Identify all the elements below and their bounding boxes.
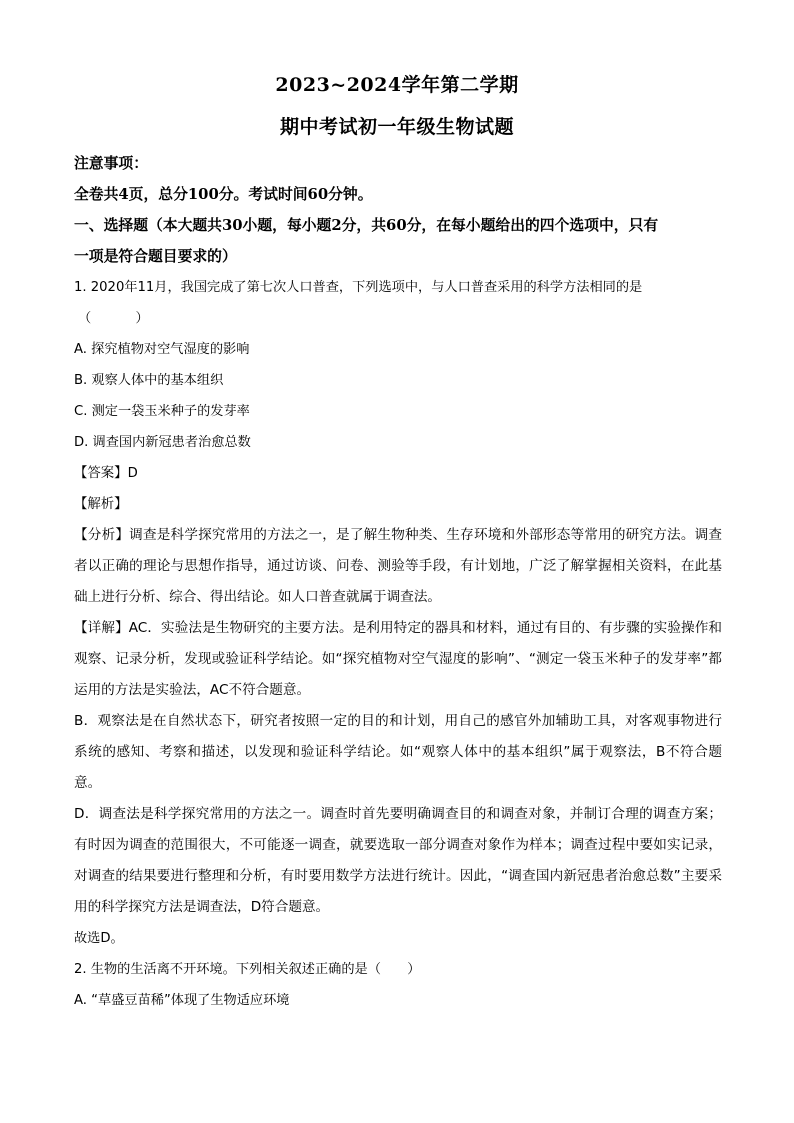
fenxi-label: 【分析】 — [74, 527, 130, 543]
answer-label: 【答案】 — [74, 466, 128, 481]
answer-value: D — [127, 466, 138, 481]
q1-option-c: C. 测定一袋玉米种子的发芽率 — [74, 404, 250, 419]
q1-option-a: A. 探究植物对空气湿度的影响 — [74, 342, 250, 357]
q1-blank: （ ） — [78, 311, 155, 326]
q1-conclusion: 故选D。 — [74, 931, 124, 946]
xiangjie-label: 【详解】 — [74, 620, 129, 636]
exam-content — [74, 148, 722, 1016]
xiangjie-text: AC．实验法是生物研究的主要方法。是利用特定的器具和材料，通过有目的、有步骤的实验操作和观察、记录分析，发现或验证科学结论。如“探究植物对空气湿度的影响”、“测定一袋玉米种子的发芽率”都运用的方法是实验法，AC不符合题意。 — [74, 620, 722, 698]
q1-fenxi — [74, 520, 722, 613]
q2-option-a: A. “草盛豆苗稀”体现了生物适应环境 — [74, 993, 290, 1008]
q1-option-d: D. 调查国内新冠患者治愈总数 — [74, 435, 251, 450]
exam-title-line2: 期中考试初一年级生物试题 — [279, 116, 514, 138]
q1-option-b-explanation: B．观察法是在自然状态下，研究者按照一定的目的和计划，用自己的感官外加辅助工具，对客观事物进行系统的感知、考察和描述，以发现和验证科学结论。如“观察人体中的基本组织”属于观察法，B不符合题意。 — [74, 713, 722, 791]
analysis-label: 【解析】 — [74, 497, 128, 512]
notice-text: 全卷共4页，总分100分。考试时间60分钟。 — [74, 186, 373, 203]
q2-stem: 2. 生物的生活离不开环境。下列相关叙述正确的是（ ） — [74, 962, 421, 977]
section1-heading-line2: 一项是符合题目要求的） — [74, 248, 237, 265]
q1-option-b: B. 观察人体中的基本组织 — [74, 373, 224, 388]
fenxi-text: 调查是科学探究常用的方法之一，是了解生物种类、生存环境和外部形态等常用的研究方法。调查者以正确的理论与思想作指导，通过访谈、问卷、测验等手段，有计划地，广泛了解掌握相关资料，在此基础上进行分析、综合、得出结论。如人口普查就属于调查法。 — [74, 527, 723, 605]
q1-answer — [74, 458, 722, 489]
q1-xiangjie — [74, 613, 722, 706]
exam-title-line1: 2023~2024学年第二学期 — [275, 74, 519, 96]
q1-stem: 1. 2020年11月，我国完成了第七次人口普查，下列选项中，与人口普查采用的科学方法相同的是 — [74, 280, 643, 295]
section1-heading-line1: 一、选择题（本大题共30小题，每小题2分，共60分，在每小题给出的四个选项中，只有 — [74, 217, 659, 234]
q1-option-d-explanation: D．调查法是科学探究常用的方法之一。调查时首先要明确调查目的和调查对象，并制订合理的调查方案；有时因为调查的范围很大，不可能逐一调查，就要选取一部分调查对象作为样本；调查过程中要如实记录，对调查的结果要进行整理和分析，有时要用数学方法进行统计。因此，“调查国内新冠患者治愈总数”主要采用的科学探究方法是调查法，D符合题意。 — [74, 806, 722, 915]
notice-heading: 注意事项： — [74, 155, 148, 172]
